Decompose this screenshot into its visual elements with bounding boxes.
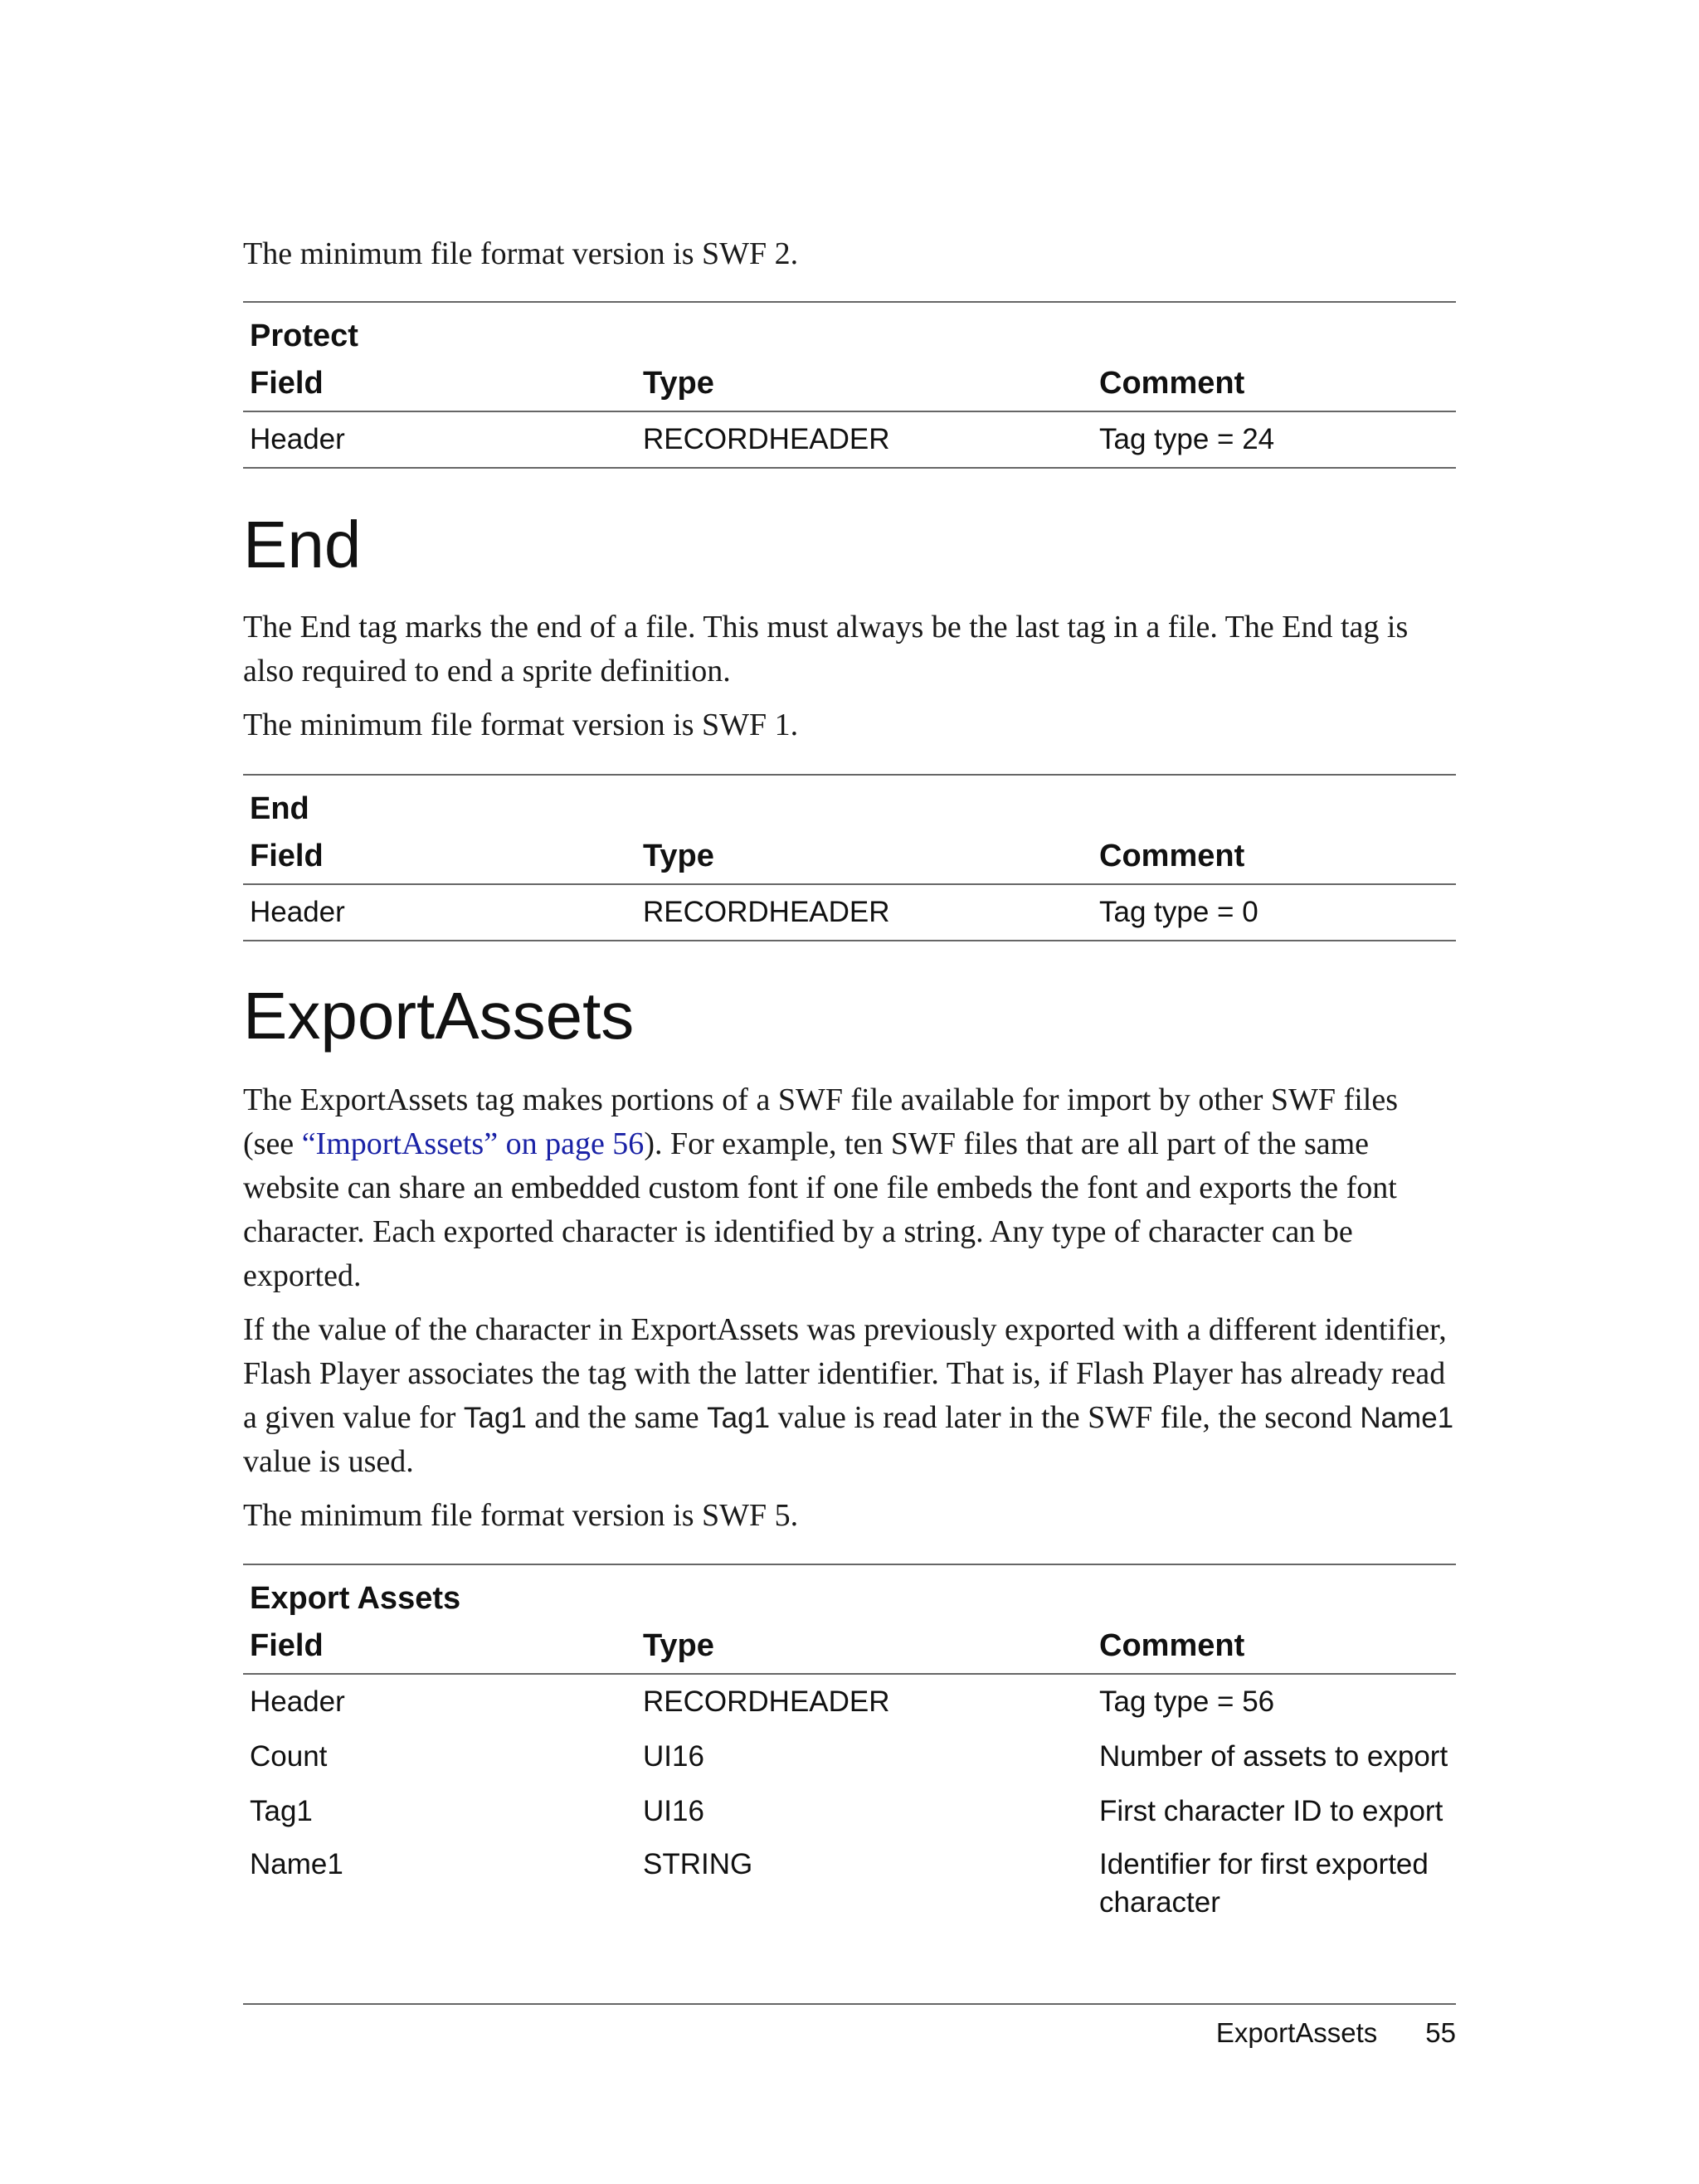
code-tag1: Tag1	[707, 1402, 771, 1434]
export-paragraph-2	[243, 1308, 1456, 1484]
cell-type: RECORDHEADER	[636, 884, 1093, 941]
column-header-type: Type	[636, 1618, 1093, 1674]
cell-field: Name1	[250, 1848, 343, 1880]
footer-section-name: ExportAssets	[1215, 2017, 1378, 2048]
column-header-field: Field	[243, 829, 636, 884]
end-table-wrapper	[243, 774, 1456, 941]
cell-field: Count	[250, 1740, 328, 1773]
protect-table-wrapper	[243, 301, 1456, 469]
table-row	[243, 411, 1456, 468]
cell-type: STRING	[643, 1848, 753, 1880]
export-assets-table	[243, 1564, 1456, 1937]
column-header-comment: Comment	[1093, 829, 1456, 884]
page-number: 55	[1425, 2017, 1456, 2048]
cell-comment: Tag type = 56	[1099, 1685, 1275, 1718]
export-paragraph-1	[243, 1078, 1456, 1298]
section-heading-end: End	[243, 508, 362, 581]
code-tag1: Tag1	[463, 1402, 527, 1434]
importassets-link[interactable]: “ImportAssets” on page 56	[301, 1126, 645, 1161]
text-run: value is used.	[243, 1444, 414, 1479]
column-header-field: Field	[243, 356, 636, 411]
text-run: and the same	[526, 1400, 708, 1435]
end-paragraph: The End tag marks the end of a file. This must always be the last tag in a file. The End tag is also required to end a sprite definition.	[243, 610, 1409, 688]
table-row	[243, 884, 1456, 941]
cell-comment: Number of assets to export	[1099, 1740, 1448, 1773]
cell-type: RECORDHEADER	[643, 1685, 890, 1718]
cell-field: Header	[243, 884, 636, 941]
end-body	[243, 606, 1456, 747]
cell-field: Header	[250, 1685, 345, 1718]
export-body	[243, 1078, 1456, 1538]
cell-comment: Tag type = 24	[1093, 411, 1456, 468]
cell-type: UI16	[643, 1795, 704, 1827]
cell-comment: First character ID to export	[1099, 1795, 1443, 1827]
protect-table	[243, 301, 1456, 469]
table-title: Export Assets	[243, 1564, 1456, 1618]
table-row	[243, 1674, 1456, 1729]
cell-comment: Identifier for first exported character	[1099, 1848, 1429, 1919]
table-title: Protect	[243, 302, 1456, 356]
export-min-version: The minimum file format version is SWF 5.	[243, 1498, 799, 1533]
cell-field: Header	[243, 411, 636, 468]
column-header-comment: Comment	[1093, 356, 1456, 411]
text-run: The ExportAssets tag makes portions of a SWF file available for import by other SWF files (see	[243, 1082, 1398, 1161]
column-header-type: Type	[636, 356, 1093, 411]
cell-field: Tag1	[250, 1795, 313, 1827]
cell-type: UI16	[643, 1740, 704, 1773]
text-run: value is read later in the SWF file, the second	[770, 1400, 1361, 1435]
export-table-wrapper	[243, 1564, 1456, 1937]
table-row	[243, 1839, 1456, 1937]
footer-rule	[243, 2003, 1456, 2005]
section-heading-exportassets: ExportAssets	[243, 979, 635, 1053]
column-header-field: Field	[243, 1618, 636, 1674]
cell-comment: Tag type = 0	[1093, 884, 1456, 941]
end-min-version: The minimum file format version is SWF 1.	[243, 708, 799, 742]
column-header-type: Type	[636, 829, 1093, 884]
code-name1: Name1	[1360, 1402, 1454, 1434]
text-run: If the value of the character in ExportAssets was previously exported with a different identifier, Flash Player associates the tag with the latter identifier. That is, if Flash Player has already read a given value for	[243, 1312, 1447, 1435]
page-footer	[1216, 2017, 1456, 2049]
table-row	[243, 1729, 1456, 1784]
table-title: End	[243, 775, 1456, 829]
text-run: ). For example, ten SWF files that are all part of the same website can share an embedded custom font if one file embeds the font and exports the font character. Each exported character is identified by a string. Any type of character can be exported.	[243, 1126, 1397, 1293]
table-row	[243, 1784, 1456, 1839]
min-version-line: The minimum file format version is SWF 2.	[243, 236, 799, 271]
end-table	[243, 774, 1456, 941]
column-header-comment: Comment	[1093, 1618, 1456, 1674]
cell-type: RECORDHEADER	[636, 411, 1093, 468]
